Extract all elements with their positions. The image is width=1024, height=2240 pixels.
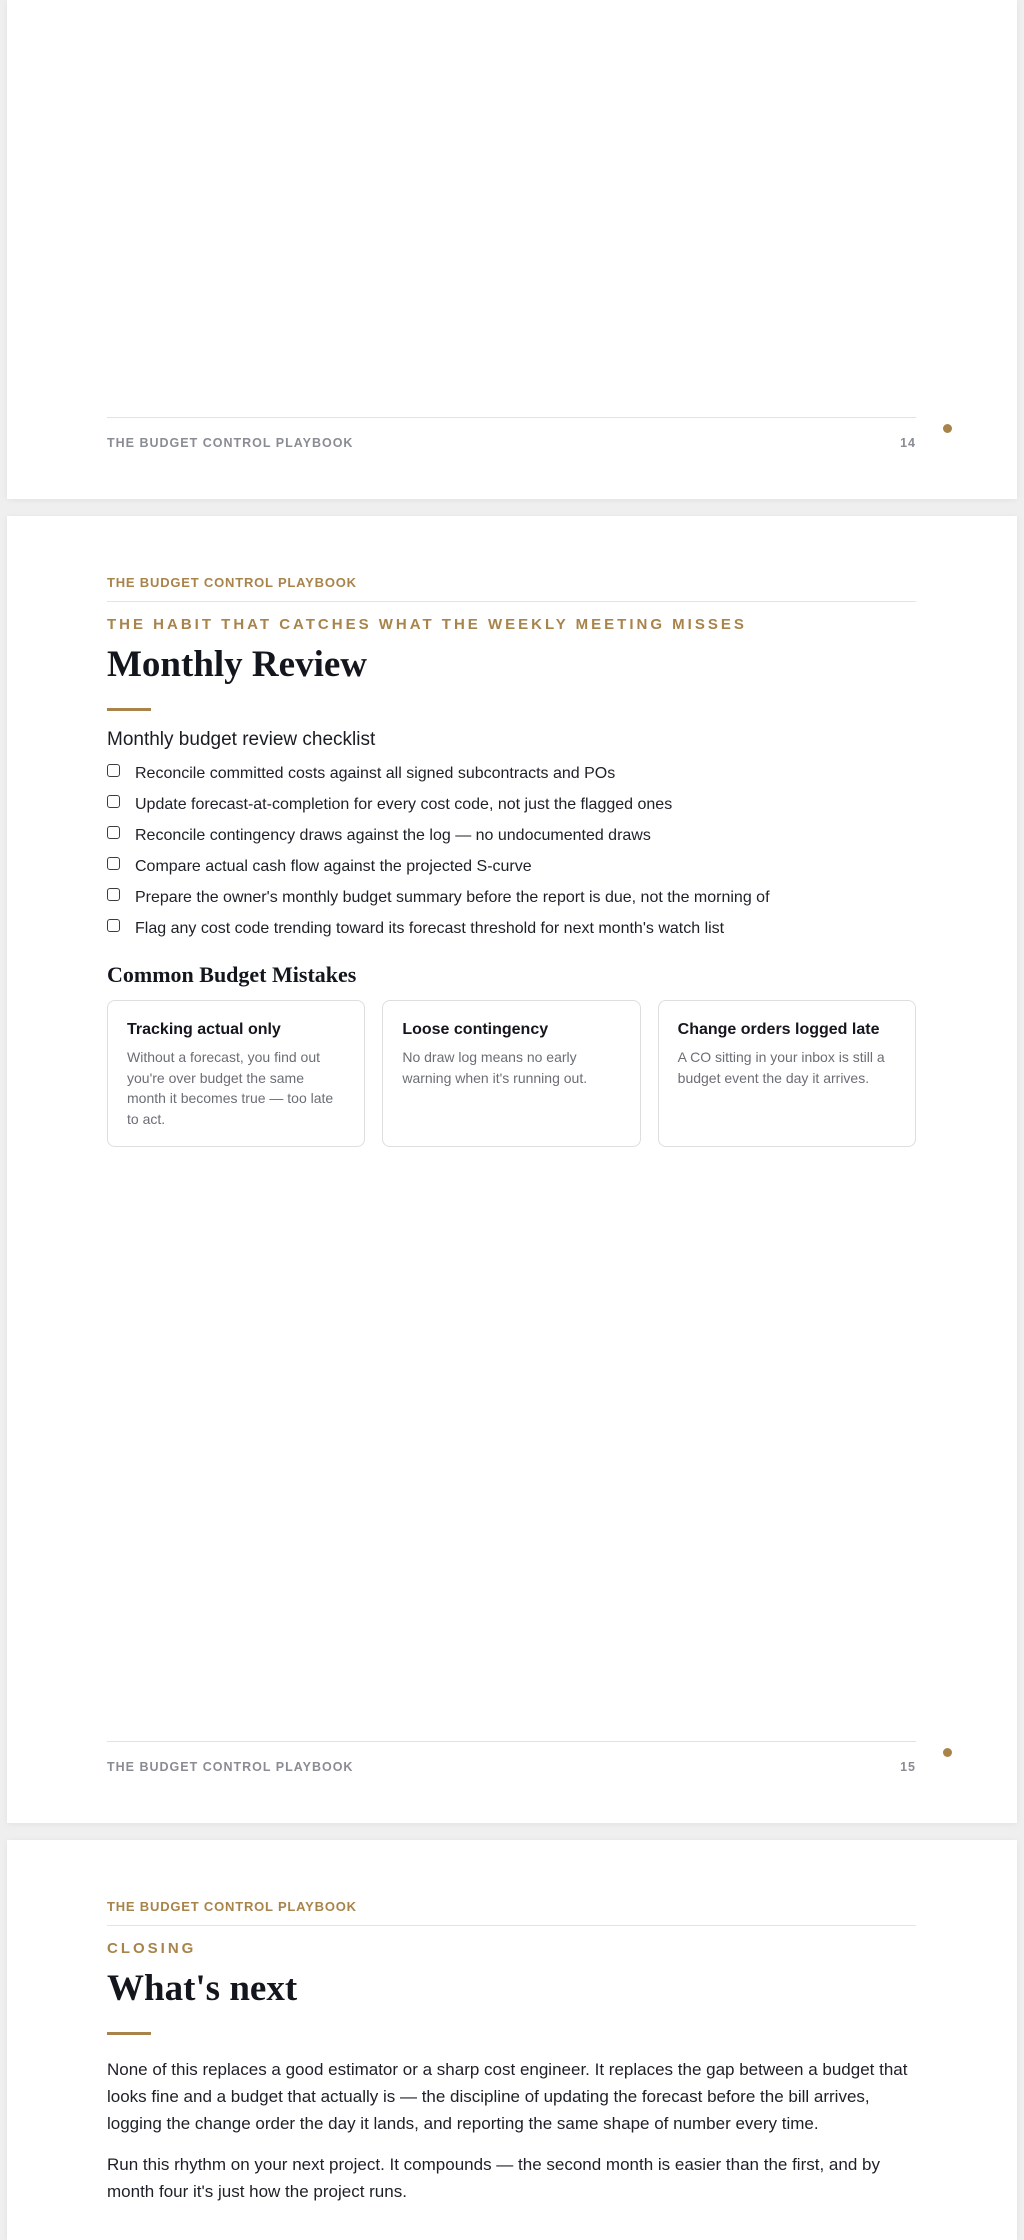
checkbox-icon[interactable] — [107, 919, 120, 932]
page-number: 14 — [900, 436, 916, 450]
checkbox-icon[interactable] — [107, 857, 120, 870]
page-marker-dot — [943, 1748, 952, 1757]
checkbox-icon[interactable] — [107, 888, 120, 901]
running-head: THE BUDGET CONTROL PLAYBOOK — [107, 1899, 916, 1926]
section-kicker: THE HABIT THAT CATCHES WHAT THE WEEKLY MEETING MISSES — [107, 616, 747, 633]
title-underline — [107, 708, 151, 711]
footer-running-title: THE BUDGET CONTROL PLAYBOOK — [107, 1760, 354, 1774]
checkbox-icon[interactable] — [107, 826, 120, 839]
body-paragraph: Run this rhythm on your next project. It compounds — the second month is easier than the first, and by month four it's just how the project runs. — [107, 2155, 880, 2201]
mistakes-cards — [107, 1000, 916, 1147]
page-footer — [107, 1760, 916, 1774]
mistake-card — [658, 1000, 916, 1147]
running-head: THE BUDGET CONTROL PLAYBOOK — [107, 575, 916, 602]
checklist-item-label: Reconcile committed costs against all signed subcontracts and POs — [135, 764, 616, 782]
checklist-item-label: Update forecast-at-completion for every cost code, not just the flagged ones — [135, 795, 673, 813]
checklist-title: Monthly budget review checklist — [107, 729, 376, 750]
checklist-item[interactable] — [107, 789, 916, 820]
card-body: A CO sitting in your inbox is still a budget event the day it arrives. — [677, 1049, 885, 1086]
checklist-item[interactable] — [107, 882, 916, 913]
checklist-item[interactable] — [107, 758, 916, 789]
page-title: Monthly Review — [107, 644, 367, 685]
page-marker-dot — [943, 424, 952, 433]
checklist-item-label: Flag any cost code trending toward its forecast threshold for next month's watch list — [135, 919, 725, 937]
page-number: 15 — [900, 1760, 916, 1774]
page-footer — [107, 436, 916, 450]
card-body: No draw log means no early warning when it's running out. — [402, 1049, 588, 1086]
checklist-item-label: Prepare the owner's monthly budget summary before the report is due, not the morning of — [135, 888, 770, 906]
page-14 — [7, 0, 1017, 499]
footer-running-title: THE BUDGET CONTROL PLAYBOOK — [107, 436, 354, 450]
card-title: Change orders logged late — [677, 1021, 880, 1038]
page-16 — [7, 1840, 1017, 2240]
card-title: Loose contingency — [402, 1021, 549, 1038]
footer-divider — [107, 1741, 916, 1742]
section-kicker: CLOSING — [107, 1940, 197, 1957]
checklist-item[interactable] — [107, 820, 916, 851]
checkbox-icon[interactable] — [107, 764, 120, 777]
page-title: What's next — [107, 1968, 298, 2009]
page-15 — [7, 516, 1017, 1823]
mistake-card — [107, 1000, 365, 1147]
card-title: Tracking actual only — [127, 1021, 281, 1038]
footer-divider — [107, 417, 916, 418]
checklist-item-label: Compare actual cash flow against the projected S-curve — [135, 857, 532, 875]
review-checklist — [107, 758, 916, 944]
checklist-item[interactable] — [107, 851, 916, 882]
mistakes-heading: Common Budget Mistakes — [107, 962, 357, 987]
card-body: Without a forecast, you find out you're over budget the same month it becomes true — too late to act. — [127, 1049, 334, 1127]
checklist-item[interactable] — [107, 913, 916, 944]
mistake-card — [382, 1000, 640, 1147]
checklist-item-label: Reconcile contingency draws against the log — no undocumented draws — [135, 826, 651, 844]
body-paragraph: None of this replaces a good estimator or a sharp cost engineer. It replaces the gap between a budget that looks fine and a budget that actually is — the discipline of updating the forecast before the bill arrives, logging the change order the day it lands, and reporting the same shape of number every time. — [107, 2060, 908, 2133]
title-underline — [107, 2032, 151, 2035]
checkbox-icon[interactable] — [107, 795, 120, 808]
